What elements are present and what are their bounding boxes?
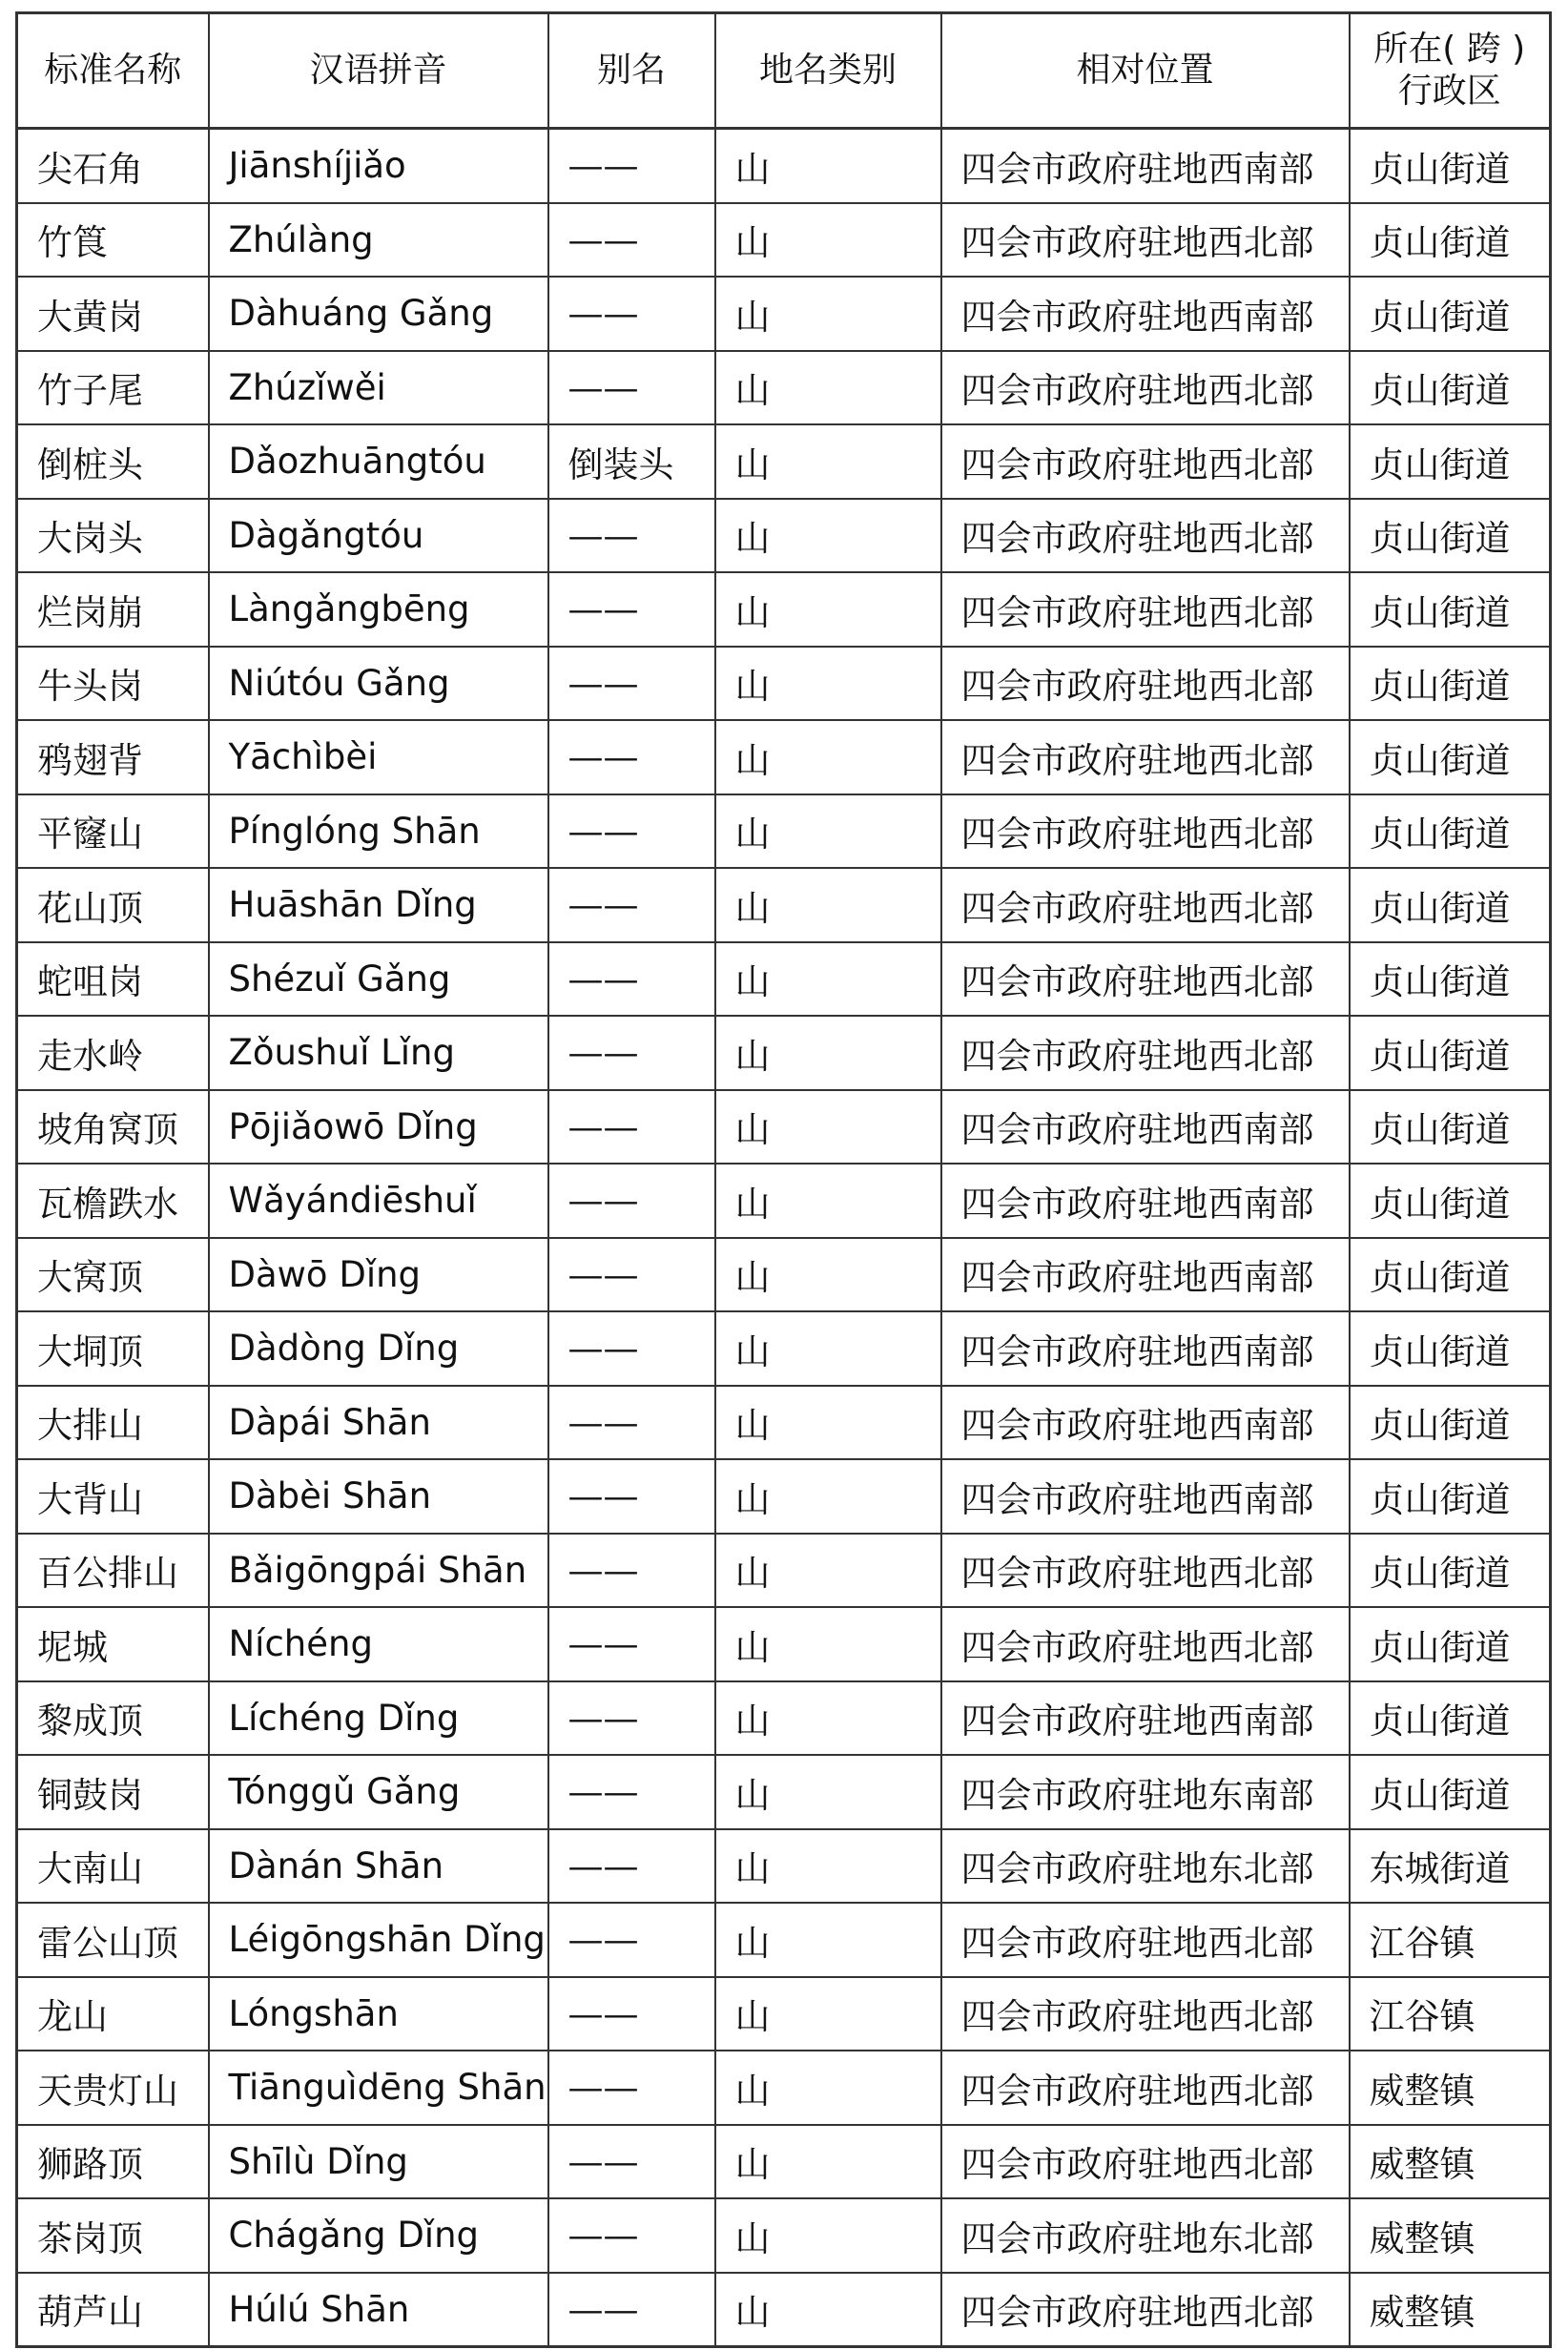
- cell-category: 山: [715, 424, 941, 499]
- cell-pinyin: Shézuǐ Gǎng: [209, 942, 548, 1017]
- cell-relative-position: 四会市政府驻地西北部: [941, 1903, 1350, 1977]
- cell-standard-name: 坡角窝顶: [17, 1090, 209, 1165]
- table-body: [17, 129, 1551, 2347]
- cell-relative-position: 四会市政府驻地西北部: [941, 499, 1350, 573]
- table-row: [17, 2273, 1551, 2347]
- cell-standard-name: 大背山: [17, 1459, 209, 1534]
- cell-alias: ——: [548, 2125, 715, 2199]
- cell-region: 贞山街道: [1350, 1090, 1551, 1165]
- cell-pinyin: Pínglóng Shān: [209, 794, 548, 869]
- table-row: [17, 1164, 1551, 1238]
- cell-pinyin: Làngǎngbēng: [209, 572, 548, 647]
- cell-alias: ——: [548, 351, 715, 425]
- place-name-table: [15, 11, 1552, 2348]
- cell-category: 山: [715, 1755, 941, 1829]
- table-row: [17, 2051, 1551, 2125]
- header-relative-position: 相对位置: [941, 13, 1350, 129]
- table-row: [17, 1090, 1551, 1165]
- cell-standard-name: 大岗头: [17, 499, 209, 573]
- cell-category: 山: [715, 1386, 941, 1460]
- table-row: [17, 2125, 1551, 2199]
- cell-pinyin: Zhúlàng: [209, 203, 548, 278]
- cell-pinyin: Líchéng Dǐng: [209, 1681, 548, 1756]
- table-row: [17, 1238, 1551, 1312]
- cell-relative-position: 四会市政府驻地西北部: [941, 2273, 1350, 2347]
- cell-region: 贞山街道: [1350, 942, 1551, 1017]
- cell-category: 山: [715, 2198, 941, 2273]
- table-row: [17, 499, 1551, 573]
- cell-region: 威整镇: [1350, 2125, 1551, 2199]
- cell-pinyin: Wǎyándiēshuǐ: [209, 1164, 548, 1238]
- table-row: [17, 1977, 1551, 2051]
- table-row: [17, 1681, 1551, 1756]
- cell-pinyin: Tiānguìdēng Shān: [209, 2051, 548, 2125]
- cell-category: 山: [715, 1977, 941, 2051]
- cell-region: 贞山街道: [1350, 203, 1551, 278]
- cell-relative-position: 四会市政府驻地东北部: [941, 2198, 1350, 2273]
- cell-alias: ——: [548, 499, 715, 573]
- cell-category: 山: [715, 1459, 941, 1534]
- cell-category: 山: [715, 351, 941, 425]
- table-row: [17, 868, 1551, 942]
- cell-pinyin: Shīlù Dǐng: [209, 2125, 548, 2199]
- cell-category: 山: [715, 1903, 941, 1977]
- cell-relative-position: 四会市政府驻地西北部: [941, 1534, 1350, 1608]
- table-row: [17, 1903, 1551, 1977]
- cell-pinyin: Niútóu Gǎng: [209, 647, 548, 721]
- cell-standard-name: 大南山: [17, 1829, 209, 1904]
- cell-alias: ——: [548, 1829, 715, 1904]
- cell-category: 山: [715, 1238, 941, 1312]
- cell-alias: ——: [548, 1016, 715, 1090]
- cell-category: 山: [715, 868, 941, 942]
- cell-relative-position: 四会市政府驻地西南部: [941, 1164, 1350, 1238]
- cell-category: 山: [715, 203, 941, 278]
- cell-category: 山: [715, 794, 941, 869]
- cell-category: 山: [715, 129, 941, 203]
- cell-alias: ——: [548, 1977, 715, 2051]
- cell-relative-position: 四会市政府驻地西北部: [941, 647, 1350, 721]
- table-row: [17, 129, 1551, 203]
- cell-alias: ——: [548, 277, 715, 351]
- table-row: [17, 424, 1551, 499]
- header-alias: 别名: [548, 13, 715, 129]
- cell-category: 山: [715, 1607, 941, 1681]
- cell-standard-name: 大排山: [17, 1386, 209, 1460]
- cell-alias: ——: [548, 2051, 715, 2125]
- cell-relative-position: 四会市政府驻地西北部: [941, 351, 1350, 425]
- cell-pinyin: Dǎozhuāngtóu: [209, 424, 548, 499]
- cell-alias: ——: [548, 129, 715, 203]
- cell-relative-position: 四会市政府驻地西北部: [941, 720, 1350, 794]
- cell-standard-name: 鸦翅背: [17, 720, 209, 794]
- cell-region: 贞山街道: [1350, 720, 1551, 794]
- table-row: [17, 1534, 1551, 1608]
- cell-relative-position: 四会市政府驻地西北部: [941, 2051, 1350, 2125]
- table-row: [17, 942, 1551, 1017]
- table-row: [17, 1755, 1551, 1829]
- cell-category: 山: [715, 499, 941, 573]
- header-category: 地名类别: [715, 13, 941, 129]
- cell-alias: ——: [548, 647, 715, 721]
- cell-pinyin: Dàwō Dǐng: [209, 1238, 548, 1312]
- cell-pinyin: Zhúzǐwěi: [209, 351, 548, 425]
- cell-pinyin: Dàdòng Dǐng: [209, 1311, 548, 1386]
- cell-alias: ——: [548, 720, 715, 794]
- cell-relative-position: 四会市政府驻地西北部: [941, 2125, 1350, 2199]
- cell-standard-name: 花山顶: [17, 868, 209, 942]
- cell-pinyin: Chágǎng Dǐng: [209, 2198, 548, 2273]
- cell-region: 江谷镇: [1350, 1977, 1551, 2051]
- cell-region: 贞山街道: [1350, 1311, 1551, 1386]
- cell-region: 贞山街道: [1350, 277, 1551, 351]
- cell-category: 山: [715, 2273, 941, 2347]
- cell-region: 贞山街道: [1350, 572, 1551, 647]
- table-row: [17, 1311, 1551, 1386]
- cell-relative-position: 四会市政府驻地西北部: [941, 1607, 1350, 1681]
- table-row: [17, 1016, 1551, 1090]
- cell-relative-position: 四会市政府驻地西北部: [941, 203, 1350, 278]
- cell-alias: ——: [548, 1386, 715, 1460]
- cell-pinyin: Yāchìbèi: [209, 720, 548, 794]
- cell-region: 贞山街道: [1350, 1238, 1551, 1312]
- cell-category: 山: [715, 720, 941, 794]
- cell-relative-position: 四会市政府驻地西南部: [941, 277, 1350, 351]
- cell-alias: ——: [548, 203, 715, 278]
- cell-category: 山: [715, 2125, 941, 2199]
- cell-category: 山: [715, 277, 941, 351]
- cell-region: 威整镇: [1350, 2198, 1551, 2273]
- cell-category: 山: [715, 1016, 941, 1090]
- cell-category: 山: [715, 2051, 941, 2125]
- cell-standard-name: 烂岗崩: [17, 572, 209, 647]
- header-pinyin: 汉语拼音: [209, 13, 548, 129]
- cell-standard-name: 铜鼓岗: [17, 1755, 209, 1829]
- cell-region: 贞山街道: [1350, 129, 1551, 203]
- cell-region: 贞山街道: [1350, 424, 1551, 499]
- cell-pinyin: Tónggǔ Gǎng: [209, 1755, 548, 1829]
- cell-pinyin: Dàhuáng Gǎng: [209, 277, 548, 351]
- cell-relative-position: 四会市政府驻地西北部: [941, 942, 1350, 1017]
- cell-standard-name: 瓦檐跌水: [17, 1164, 209, 1238]
- cell-category: 山: [715, 1311, 941, 1386]
- cell-relative-position: 四会市政府驻地西南部: [941, 1090, 1350, 1165]
- cell-standard-name: 走水岭: [17, 1016, 209, 1090]
- table-row: [17, 351, 1551, 425]
- cell-relative-position: 四会市政府驻地西南部: [941, 1311, 1350, 1386]
- cell-pinyin: Lóngshān: [209, 1977, 548, 2051]
- cell-alias: ——: [548, 1755, 715, 1829]
- cell-region: 贞山街道: [1350, 1681, 1551, 1756]
- cell-alias: ——: [548, 2198, 715, 2273]
- header-standard-name: 标准名称: [17, 13, 209, 129]
- header-row: [17, 13, 1551, 129]
- cell-category: 山: [715, 647, 941, 721]
- cell-alias: ——: [548, 868, 715, 942]
- cell-standard-name: 大黄岗: [17, 277, 209, 351]
- cell-category: 山: [715, 1164, 941, 1238]
- cell-region: 贞山街道: [1350, 1755, 1551, 1829]
- cell-standard-name: 尖石角: [17, 129, 209, 203]
- cell-standard-name: 茶岗顶: [17, 2198, 209, 2273]
- cell-alias: ——: [548, 1238, 715, 1312]
- table-row: [17, 1829, 1551, 1904]
- cell-standard-name: 大垌顶: [17, 1311, 209, 1386]
- cell-relative-position: 四会市政府驻地东南部: [941, 1755, 1350, 1829]
- table-row: [17, 720, 1551, 794]
- cell-standard-name: 雷公山顶: [17, 1903, 209, 1977]
- cell-relative-position: 四会市政府驻地西北部: [941, 794, 1350, 869]
- cell-alias: ——: [548, 572, 715, 647]
- cell-region: 贞山街道: [1350, 1459, 1551, 1534]
- cell-pinyin: Zǒushuǐ Lǐng: [209, 1016, 548, 1090]
- cell-standard-name: 天贵灯山: [17, 2051, 209, 2125]
- cell-region: 贞山街道: [1350, 868, 1551, 942]
- cell-pinyin: Léigōngshān Dǐng: [209, 1903, 548, 1977]
- cell-category: 山: [715, 1829, 941, 1904]
- cell-alias: ——: [548, 1090, 715, 1165]
- cell-alias: ——: [548, 1164, 715, 1238]
- cell-alias: ——: [548, 1311, 715, 1386]
- table-row: [17, 277, 1551, 351]
- cell-relative-position: 四会市政府驻地西北部: [941, 1977, 1350, 2051]
- cell-relative-position: 四会市政府驻地西南部: [941, 1681, 1350, 1756]
- cell-relative-position: 四会市政府驻地西南部: [941, 1386, 1350, 1460]
- cell-alias: ——: [548, 1534, 715, 1608]
- cell-pinyin: Huāshān Dǐng: [209, 868, 548, 942]
- cell-pinyin: Níchéng: [209, 1607, 548, 1681]
- table-row: [17, 647, 1551, 721]
- cell-relative-position: 四会市政府驻地西南部: [941, 1459, 1350, 1534]
- cell-region: 贞山街道: [1350, 1164, 1551, 1238]
- cell-category: 山: [715, 1090, 941, 1165]
- table-row: [17, 794, 1551, 869]
- cell-relative-position: 四会市政府驻地西南部: [941, 1238, 1350, 1312]
- cell-pinyin: Dànán Shān: [209, 1829, 548, 1904]
- cell-standard-name: 龙山: [17, 1977, 209, 2051]
- table-row: [17, 1459, 1551, 1534]
- cell-category: 山: [715, 1534, 941, 1608]
- cell-pinyin: Dàgǎngtóu: [209, 499, 548, 573]
- cell-standard-name: 蛇咀岗: [17, 942, 209, 1017]
- cell-region: 贞山街道: [1350, 1534, 1551, 1608]
- cell-alias: 倒装头: [548, 424, 715, 499]
- cell-pinyin: Dàpái Shān: [209, 1386, 548, 1460]
- cell-pinyin: Pōjiǎowō Dǐng: [209, 1090, 548, 1165]
- cell-region: 贞山街道: [1350, 351, 1551, 425]
- cell-standard-name: 牛头岗: [17, 647, 209, 721]
- cell-region: 贞山街道: [1350, 1386, 1551, 1460]
- cell-alias: ——: [548, 1681, 715, 1756]
- cell-standard-name: 百公排山: [17, 1534, 209, 1608]
- table-row: [17, 1607, 1551, 1681]
- table-row: [17, 203, 1551, 278]
- cell-pinyin: Húlú Shān: [209, 2273, 548, 2347]
- cell-standard-name: 竹子尾: [17, 351, 209, 425]
- cell-region: 贞山街道: [1350, 1607, 1551, 1681]
- table-row: [17, 2198, 1551, 2273]
- header-region-line1: 所在( 跨 ): [1373, 30, 1526, 69]
- cell-relative-position: 四会市政府驻地西南部: [941, 129, 1350, 203]
- cell-relative-position: 四会市政府驻地西北部: [941, 1016, 1350, 1090]
- cell-region: 贞山街道: [1350, 647, 1551, 721]
- cell-relative-position: 四会市政府驻地西北部: [941, 424, 1350, 499]
- header-region-line2: 行政区: [1397, 72, 1501, 111]
- cell-region: 威整镇: [1350, 2051, 1551, 2125]
- cell-category: 山: [715, 572, 941, 647]
- cell-alias: ——: [548, 942, 715, 1017]
- cell-region: 江谷镇: [1350, 1903, 1551, 1977]
- cell-relative-position: 四会市政府驻地东北部: [941, 1829, 1350, 1904]
- cell-category: 山: [715, 1681, 941, 1756]
- cell-region: 贞山街道: [1350, 499, 1551, 573]
- cell-standard-name: 狮路顶: [17, 2125, 209, 2199]
- cell-region: 贞山街道: [1350, 794, 1551, 869]
- cell-alias: ——: [548, 1607, 715, 1681]
- cell-standard-name: 坭城: [17, 1607, 209, 1681]
- table-row: [17, 572, 1551, 647]
- cell-relative-position: 四会市政府驻地西北部: [941, 572, 1350, 647]
- cell-region: 贞山街道: [1350, 1016, 1551, 1090]
- cell-pinyin: Dàbèi Shān: [209, 1459, 548, 1534]
- header-region: [1350, 13, 1551, 129]
- cell-standard-name: 大窝顶: [17, 1238, 209, 1312]
- cell-pinyin: Jiānshíjiǎo: [209, 129, 548, 203]
- table-row: [17, 1386, 1551, 1460]
- cell-standard-name: 倒桩头: [17, 424, 209, 499]
- cell-standard-name: 平窿山: [17, 794, 209, 869]
- cell-category: 山: [715, 942, 941, 1017]
- cell-pinyin: Bǎigōngpái Shān: [209, 1534, 548, 1608]
- cell-relative-position: 四会市政府驻地西北部: [941, 868, 1350, 942]
- cell-alias: ——: [548, 1459, 715, 1534]
- cell-standard-name: 葫芦山: [17, 2273, 209, 2347]
- cell-region: 东城街道: [1350, 1829, 1551, 1904]
- cell-alias: ——: [548, 1903, 715, 1977]
- cell-standard-name: 黎成顶: [17, 1681, 209, 1756]
- cell-alias: ——: [548, 2273, 715, 2347]
- cell-alias: ——: [548, 794, 715, 869]
- cell-standard-name: 竹筤: [17, 203, 209, 278]
- cell-region: 威整镇: [1350, 2273, 1551, 2347]
